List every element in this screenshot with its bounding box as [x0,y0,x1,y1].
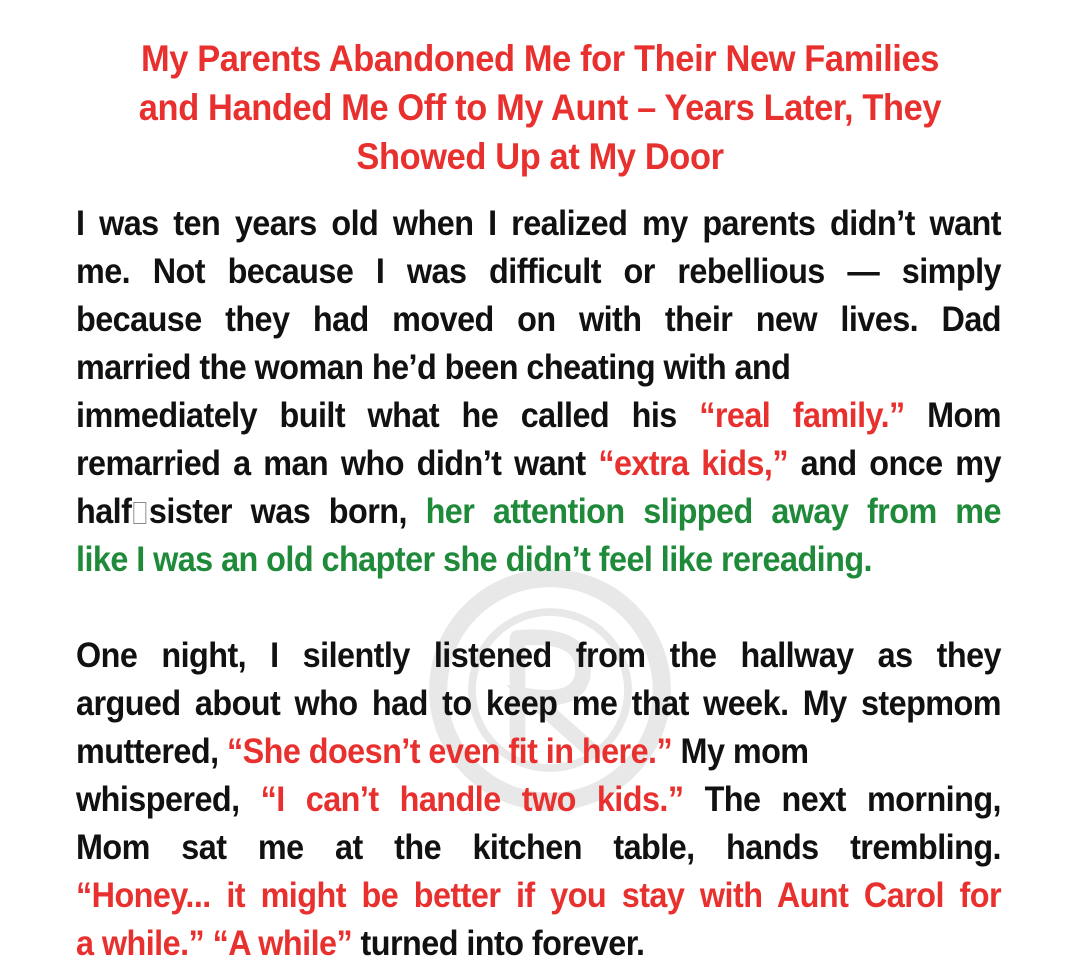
quote-real-family: “real family.” [699,396,905,435]
p2-line-7 [76,920,1001,968]
quote-extra-kids: “extra kids,” [598,444,788,483]
title-line-3: Showed Up at My Door [356,136,724,177]
p2-line-3-text: muttered, [76,732,227,771]
p1-line-6 [76,440,1001,488]
quote-a-while-end: a while.” [76,924,213,963]
p1-line-5-tail: Mom [904,396,1001,435]
p1-line-7 [76,488,1001,536]
p1-line-4: married the woman he’d been cheating with and [76,348,791,387]
p1-line-6-tail: and once my [787,444,1001,483]
p2-line-4-tail: The next morning, [683,780,1001,819]
quote-honey: “Honey... it might be better if you stay with Aunt Carol for [76,876,1001,915]
p2-line-3-tail: My mom [672,732,809,771]
p2-line-4 [76,776,1001,824]
p2-line-4-text: whispered, [76,780,261,819]
quote-cant-handle: “I can’t handle two kids.” [260,780,684,819]
p2-line-7-tail: turned into forever. [352,924,645,963]
quote-a-while: “A while” [212,924,353,963]
green-highlight-2: like I was an old chapter she didn’t feel like rereading. [76,540,872,579]
p1-line-2: me. Not because I was difficult or rebellious — simply [76,252,1001,291]
p1-line-3: because they had moved on with their new lives. Dad [76,300,1001,339]
title-line-2: and Handed Me Off to My Aunt – Years Later, They [138,87,942,128]
p2-line-5: Mom sat me at the kitchen table, hands trembling. [76,828,1001,867]
p1-line-5 [76,392,1001,440]
article-title [94,34,987,181]
p1-line-7-text: half [76,492,132,531]
title-line-1: My Parents Abandoned Me for Their New Families [140,38,940,79]
missing-glyph-box-icon [133,502,146,524]
paragraph-1 [76,200,1001,584]
green-highlight-1: her attention slipped away from me [425,492,1001,531]
quote-doesnt-fit: “She doesn’t even fit in here.” [226,732,673,771]
paragraph-2 [76,632,1001,968]
p1-line-1: I was ten years old when I realized my parents didn’t want [76,204,1001,243]
p2-line-3 [76,728,1001,776]
p1-line-5-text: immediately built what he called his [76,396,700,435]
p2-line-2: argued about who had to keep me that week. My stepmom [76,684,1001,723]
p1-line-7-mid: sister was born, [148,492,426,531]
p2-line-1: One night, I silently listened from the hallway as they [76,636,1001,675]
p1-line-6-text: remarried a man who didn’t want [76,444,599,483]
